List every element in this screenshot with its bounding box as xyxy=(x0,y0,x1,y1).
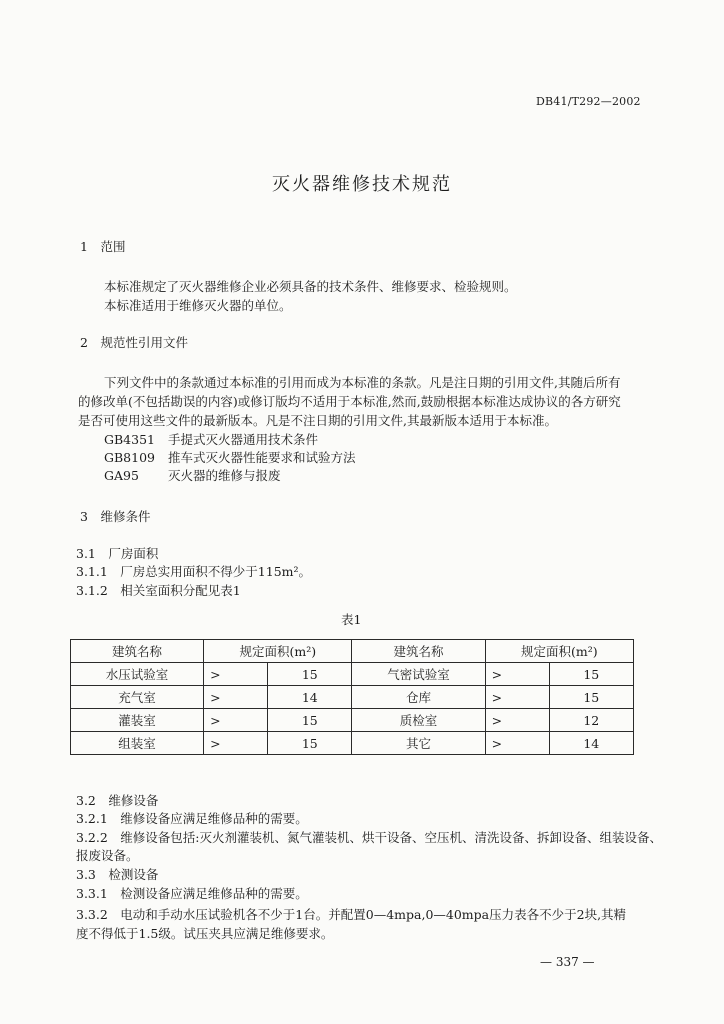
table-row xyxy=(71,663,634,686)
comparator: > xyxy=(485,663,549,686)
clause-3-3-2-continued: 度不得低于1.5级。试压夹具应满足维修要求。 xyxy=(76,926,334,941)
room-name: 其它 xyxy=(352,732,485,755)
clause-3-3: 3.3 检测设备 xyxy=(76,867,159,882)
reference-code: GB4351 xyxy=(104,432,155,447)
section-1-paragraph: 本标准适用于维修灭火器的单位。 xyxy=(104,298,292,313)
header-cell: 建筑名称 xyxy=(352,640,485,663)
area-value: 15 xyxy=(268,663,352,686)
section-2-heading: 2 规范性引用文件 xyxy=(80,335,188,350)
reference-item xyxy=(104,467,281,484)
table-header-row xyxy=(71,640,634,663)
section-1-heading: 1 范围 xyxy=(80,239,126,254)
comparator: > xyxy=(204,663,268,686)
area-table xyxy=(70,639,634,755)
area-value: 15 xyxy=(549,686,633,709)
table-row xyxy=(71,686,634,709)
room-name: 充气室 xyxy=(71,686,204,709)
header-cell: 规定面积(m²) xyxy=(485,640,633,663)
room-name: 水压试验室 xyxy=(71,663,204,686)
reference-title: 推车式灭火器性能要求和试验方法 xyxy=(168,450,356,465)
clause-3-1-2: 3.1.2 相关室面积分配见表1 xyxy=(76,583,241,598)
clause-3-2-2: 3.2.2 维修设备包括:灭火剂灌装机、氮气灌装机、烘干设备、空压机、清洗设备、拆卸设备、组装设备、 xyxy=(76,830,663,845)
reference-item xyxy=(104,449,356,466)
page-number: — 337 — xyxy=(540,955,595,969)
clause-3-3-2: 3.3.2 电动和手动水压试验机各不少于1台。并配置0—4mpa,0—40mpa压力表各不少于2块,其精 xyxy=(76,907,627,922)
table-row xyxy=(71,709,634,732)
room-name: 气密试验室 xyxy=(352,663,485,686)
comparator: > xyxy=(485,686,549,709)
reference-title: 手提式灭火器通用技术条件 xyxy=(168,432,319,447)
comparator: > xyxy=(204,686,268,709)
area-value: 15 xyxy=(268,732,352,755)
clause-3-1-1: 3.1.1 厂房总实用面积不得少于115m²。 xyxy=(76,564,312,579)
area-value: 15 xyxy=(549,663,633,686)
room-name: 质检室 xyxy=(352,709,485,732)
area-value: 14 xyxy=(268,686,352,709)
document-code: DB41/T292—2002 xyxy=(536,95,641,108)
reference-item xyxy=(104,431,318,448)
reference-code: GB8109 xyxy=(104,450,155,465)
room-name: 灌装室 xyxy=(71,709,204,732)
section-2-paragraph: 的修改单(不包括勘误的内容)或修订版均不适用于本标准,然而,鼓励根据本标准达成协议的各方研究 xyxy=(78,394,621,409)
room-name: 仓库 xyxy=(352,686,485,709)
section-3-heading: 3 维修条件 xyxy=(80,509,151,524)
reference-title: 灭火器的维修与报废 xyxy=(168,468,281,483)
header-cell: 规定面积(m²) xyxy=(204,640,352,663)
table-row xyxy=(71,732,634,755)
clause-3-2-2-continued: 报废设备。 xyxy=(76,848,139,863)
clause-3-3-1: 3.3.1 检测设备应满足维修品种的需要。 xyxy=(76,886,308,901)
clause-3-2: 3.2 维修设备 xyxy=(76,793,159,808)
clause-3-2-1: 3.2.1 维修设备应满足维修品种的需要。 xyxy=(76,811,308,826)
comparator: > xyxy=(485,732,549,755)
comparator: > xyxy=(204,732,268,755)
section-2-paragraph: 下列文件中的条款通过本标准的引用而成为本标准的条款。凡是注日期的引用文件,其随后所有 xyxy=(104,375,621,390)
section-2-paragraph: 是否可使用这些文件的最新版本。凡是不注日期的引用文件,其最新版本适用于本标准。 xyxy=(78,413,557,428)
room-name: 组装室 xyxy=(71,732,204,755)
area-value: 14 xyxy=(549,732,633,755)
header-cell: 建筑名称 xyxy=(71,640,204,663)
comparator: > xyxy=(485,709,549,732)
comparator: > xyxy=(204,709,268,732)
section-1-paragraph: 本标准规定了灭火器维修企业必须具备的技术条件、维修要求、检验规则。 xyxy=(104,279,517,294)
reference-code: GA95 xyxy=(104,468,139,483)
area-value: 12 xyxy=(549,709,633,732)
area-value: 15 xyxy=(268,709,352,732)
document-title: 灭火器维修技术规范 xyxy=(272,174,452,195)
clause-3-1: 3.1 厂房面积 xyxy=(76,546,159,561)
table-caption: 表1 xyxy=(341,612,362,627)
